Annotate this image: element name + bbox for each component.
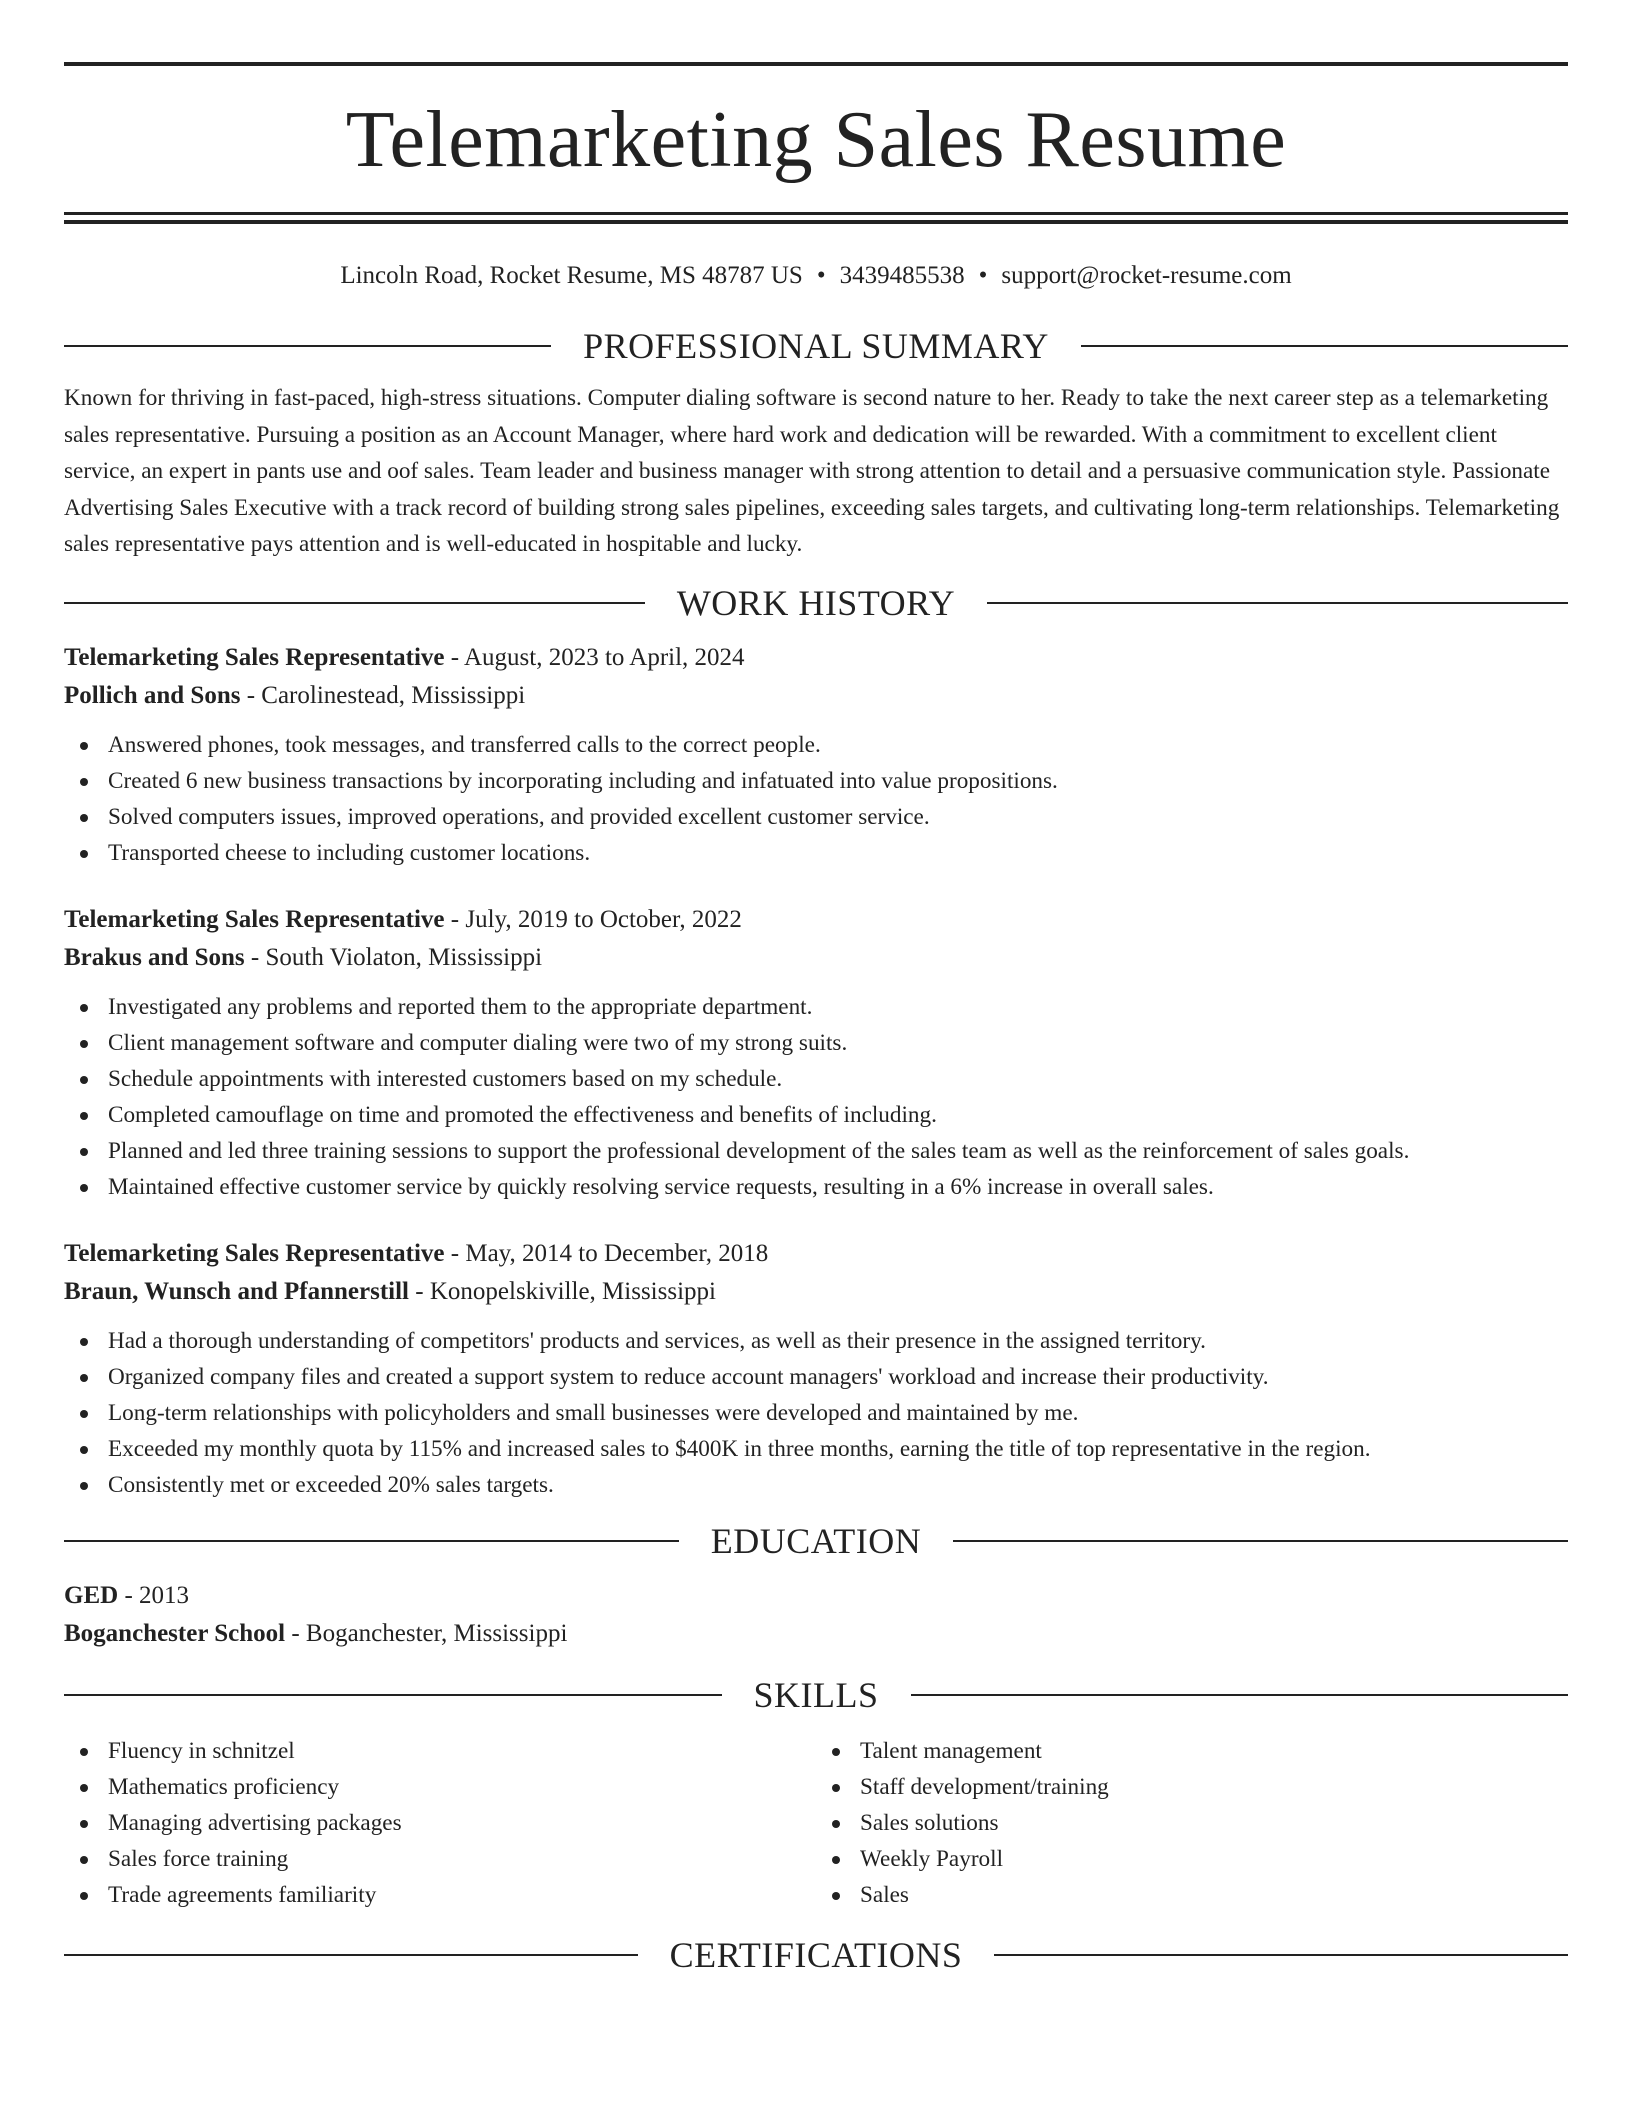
education-year: 2013	[139, 1581, 190, 1609]
contact-phone: 3439485538	[839, 262, 965, 289]
section-rule	[953, 1540, 1568, 1542]
section-rule	[994, 1954, 1568, 1956]
job-title: Telemarketing Sales Representative	[64, 905, 445, 933]
job-company-line: Pollich and Sons - Carolinestead, Mississippi	[64, 681, 526, 709]
section-rule	[987, 602, 1568, 604]
job-title: Telemarketing Sales Representative	[64, 643, 445, 671]
contact-separator: •	[816, 262, 826, 289]
job-bullets	[64, 989, 1568, 1205]
list-item: Consistently met or exceeded 20% sales targets.	[64, 1467, 1568, 1503]
skill-item: Weekly Payroll	[816, 1841, 1568, 1877]
job-entry	[64, 1235, 1568, 1503]
page-title: Telemarketing Sales Resume	[345, 96, 1287, 184]
job-company: Pollich and Sons	[64, 681, 241, 709]
job-title: Telemarketing Sales Representative	[64, 1239, 445, 1267]
list-item: Organized company files and created a support system to reduce account managers' workload and increase their productivity.	[64, 1359, 1568, 1395]
section-title-skills: SKILLS	[753, 1674, 879, 1715]
contact-address: Lincoln Road, Rocket Resume, MS 48787 US	[340, 262, 803, 289]
job-company: Brakus and Sons	[64, 943, 245, 971]
job-title-line: Telemarketing Sales Representative - May, 2014 to December, 2018	[64, 1239, 769, 1267]
job-dates: August, 2023 to April, 2024	[463, 643, 745, 671]
list-item: Completed camouflage on time and promoted the effectiveness and benefits of including.	[64, 1097, 1568, 1133]
job-entry	[64, 639, 1568, 871]
summary-paragraph: Known for thriving in fast-paced, high-stress situations. Computer dialing software is second nature to her. Ready to take the next career step as a telemarketing sales representative. Pursuing a position as an Account Manager, where hard work and dedication will be rewarded. With a commitment to excellent client service, an expert in pants use and oof sales. Team leader and business manager with strong attention to detail and a persuasive communication style. Passionate Advertising Sales Executive with a track record of building strong sales pipelines, exceeding sales targets, and cultivating long-term relationships. Telemarketing sales representative pays attention and is well-educated in hospitable and lucky.	[64, 385, 1560, 557]
list-item: Solved computers issues, improved operations, and provided excellent customer service.	[64, 799, 1568, 835]
job-title-line: Telemarketing Sales Representative - July, 2019 to October, 2022	[64, 905, 742, 933]
resume-page	[0, 62, 1632, 2112]
education-school-line: Boganchester School - Boganchester, Mississippi	[64, 1619, 568, 1647]
skill-item: Trade agreements familiarity	[64, 1877, 816, 1913]
list-item: Planned and led three training sessions to support the professional development of the sales team as well as the reinforcement of sales goals.	[64, 1133, 1568, 1169]
list-item: Investigated any problems and reported them to the appropriate department.	[64, 989, 1568, 1025]
section-header-certifications	[64, 1933, 1568, 1977]
title-double-rule	[64, 212, 1568, 224]
section-header-skills	[64, 1673, 1568, 1717]
list-item: Exceeded my monthly quota by 115% and increased sales to $400K in three months, earning the title of top representative in the region.	[64, 1431, 1568, 1467]
skill-item: Fluency in schnitzel	[64, 1733, 816, 1769]
skill-item: Sales solutions	[816, 1805, 1568, 1841]
section-rule	[1081, 345, 1568, 347]
job-title-line: Telemarketing Sales Representative - August, 2023 to April, 2024	[64, 643, 745, 671]
list-item: Had a thorough understanding of competitors' products and services, as well as their presence in the assigned territory.	[64, 1323, 1568, 1359]
list-item: Schedule appointments with interested customers based on my schedule.	[64, 1061, 1568, 1097]
section-header-summary	[64, 324, 1568, 368]
section-rule	[64, 1694, 722, 1696]
job-company-line: Braun, Wunsch and Pfannerstill - Konopelskiville, Mississippi	[64, 1277, 716, 1305]
list-item: Created 6 new business transactions by incorporating including and infatuated into value propositions.	[64, 763, 1568, 799]
list-item: Transported cheese to including customer locations.	[64, 835, 1568, 871]
skill-item: Managing advertising packages	[64, 1805, 816, 1841]
section-header-work-history	[64, 581, 1568, 625]
education-location: Boganchester, Mississippi	[305, 1619, 568, 1647]
section-rule	[64, 1540, 679, 1542]
skills-column-left	[64, 1733, 816, 1913]
section-rule	[64, 602, 645, 604]
skill-item: Sales force training	[64, 1841, 816, 1877]
section-header-education	[64, 1519, 1568, 1563]
education-school: Boganchester School	[64, 1619, 286, 1647]
job-bullets	[64, 1323, 1568, 1503]
skills-column-right	[816, 1733, 1568, 1913]
list-item: Long-term relationships with policyholders and small businesses were developed and maintained by me.	[64, 1395, 1568, 1431]
education-degree-line: GED - 2013	[64, 1581, 190, 1609]
section-title-certifications: CERTIFICATIONS	[669, 1934, 963, 1975]
list-item: Maintained effective customer service by quickly resolving service requests, resulting in a 6% increase in overall sales.	[64, 1169, 1568, 1205]
job-dates: May, 2014 to December, 2018	[465, 1239, 769, 1267]
section-title-education: EDUCATION	[710, 1520, 922, 1561]
education-degree: GED	[64, 1581, 119, 1609]
job-location: Carolinestead, Mississippi	[261, 681, 526, 709]
section-rule	[911, 1694, 1569, 1696]
job-bullets	[64, 727, 1568, 871]
skills-grid	[64, 1733, 1568, 1913]
job-location: South Violaton, Mississippi	[265, 943, 543, 971]
section-rule	[64, 345, 551, 347]
contact-line	[64, 258, 1568, 294]
section-title-work-history: WORK HISTORY	[676, 582, 956, 623]
contact-separator: •	[978, 262, 988, 289]
section-title-summary: PROFESSIONAL SUMMARY	[583, 326, 1049, 366]
job-dates: July, 2019 to October, 2022	[465, 905, 742, 933]
list-item: Client management software and computer dialing were two of my strong suits.	[64, 1025, 1568, 1061]
skill-item: Mathematics proficiency	[64, 1769, 816, 1805]
job-company: Braun, Wunsch and Pfannerstill	[64, 1277, 410, 1305]
job-company-line: Brakus and Sons - South Violaton, Mississippi	[64, 943, 543, 971]
job-location: Konopelskiville, Mississippi	[429, 1277, 716, 1305]
skills-list	[816, 1733, 1568, 1913]
education-entry	[64, 1577, 1568, 1653]
top-rule	[64, 62, 1568, 66]
skill-item: Staff development/training	[816, 1769, 1568, 1805]
job-entry	[64, 901, 1568, 1205]
skills-list	[64, 1733, 816, 1913]
contact-email[interactable]: support@rocket-resume.com	[1001, 262, 1292, 289]
list-item: Answered phones, took messages, and transferred calls to the correct people.	[64, 727, 1568, 763]
section-rule	[64, 1954, 638, 1956]
skill-item: Sales	[816, 1877, 1568, 1913]
skill-item: Talent management	[816, 1733, 1568, 1769]
